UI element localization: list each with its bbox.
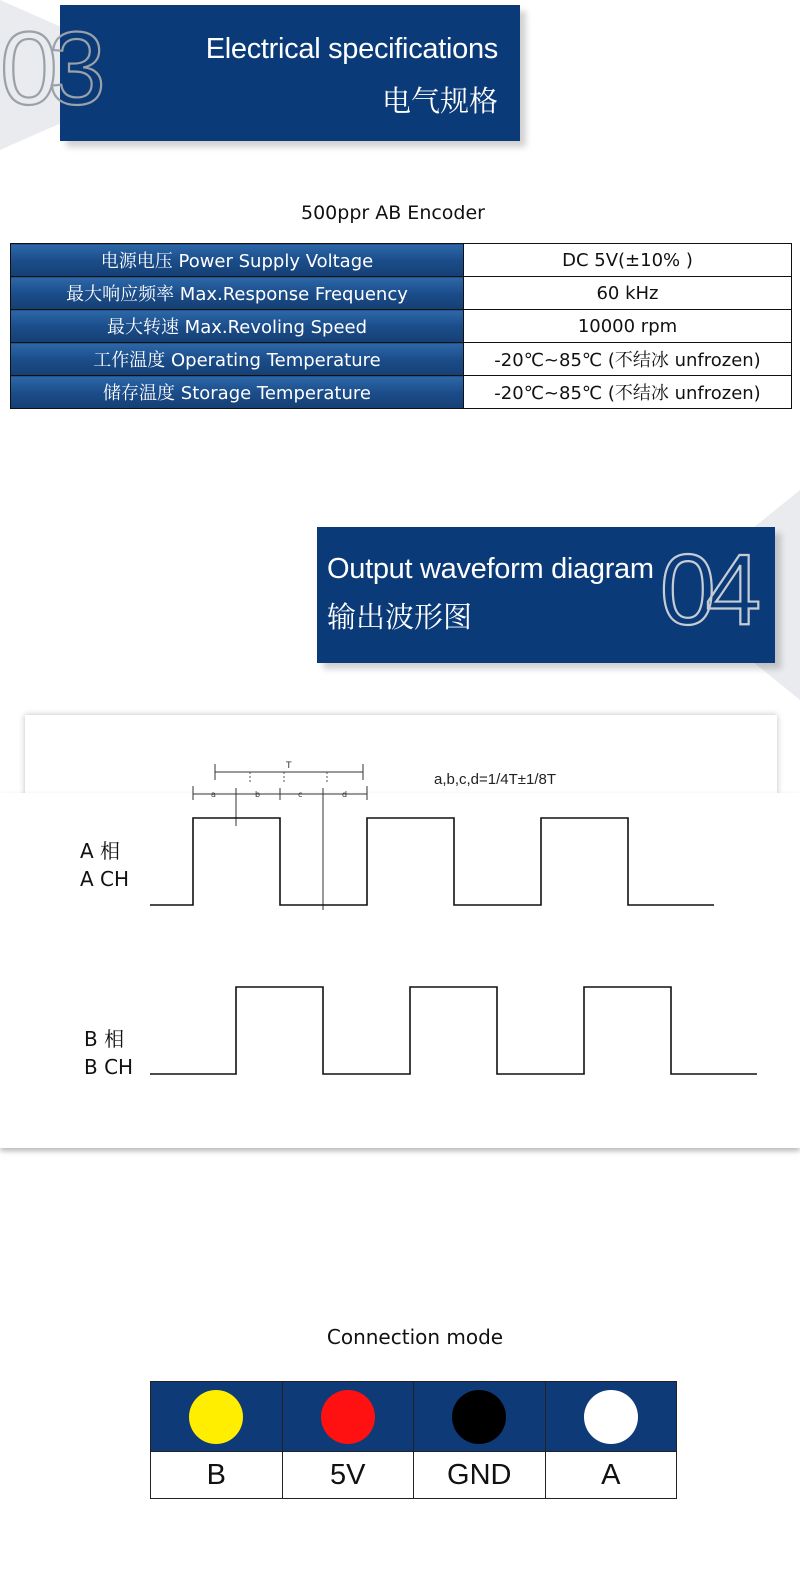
spec-value: -20℃~85℃ (不结冰 unfrozen) [464, 343, 792, 376]
wire-a-color-dot [584, 1390, 638, 1444]
spec-value: -20℃~85℃ (不结冰 unfrozen) [464, 376, 792, 409]
connection-table [150, 1381, 677, 1499]
wire-5v-color-cell [282, 1382, 414, 1452]
spec-row [11, 244, 792, 277]
period-label: T [286, 761, 292, 771]
segment-label-b: b [255, 790, 261, 799]
channel-b-label-en: B CH [84, 1055, 134, 1079]
wire-gnd-label: GND [414, 1452, 546, 1499]
spec-label: 最大响应频率 Max.Response Frequency [11, 277, 464, 310]
section-04-title-en: Output waveform diagram [327, 553, 654, 585]
spec-table [10, 243, 792, 409]
spec-label: 工作温度 Operating Temperature [11, 343, 464, 376]
section-04-title-cn: 输出波形图 [327, 600, 473, 634]
spec-table-caption: 500ppr AB Encoder [301, 202, 485, 224]
spec-value: DC 5V(±10% ) [464, 244, 792, 277]
channel-a-waveform [150, 818, 714, 905]
spec-label: 最大转速 Max.Revoling Speed [11, 310, 464, 343]
segment-label-d: d [342, 790, 348, 799]
channel-b-label-cn: B 相 [84, 1027, 125, 1051]
wire-gnd-color-dot [452, 1390, 506, 1444]
spec-row [11, 343, 792, 376]
spec-label: 储存温度 Storage Temperature [11, 376, 464, 409]
spec-value: 10000 rpm [464, 310, 792, 343]
wire-gnd-color-cell [414, 1382, 546, 1452]
wire-b-color-cell [151, 1382, 283, 1452]
section-03-banner [60, 5, 520, 141]
wire-b-color-dot [189, 1390, 243, 1444]
wire-5v-color-dot [321, 1390, 375, 1444]
svg-text:04: 04 [660, 540, 752, 640]
wire-a-label: A [545, 1452, 677, 1499]
spec-label: 电源电压 Power Supply Voltage [11, 244, 464, 277]
wire-b-label: B [151, 1452, 283, 1499]
section-03-title-en: Electrical specifications [205, 33, 498, 65]
wire-5v-label: 5V [282, 1452, 414, 1499]
connection-caption: Connection mode [326, 1325, 504, 1349]
channel-b-waveform [150, 987, 757, 1074]
channel-a-label-en: A CH [80, 867, 130, 891]
spec-value: 60 kHz [464, 277, 792, 310]
segment-formula: a,b,c,d=1/4T±1/8T [434, 771, 557, 788]
spec-row [11, 376, 792, 409]
segment-label-a: a [211, 790, 216, 799]
spec-row [11, 310, 792, 343]
channel-a-label-cn: A 相 [80, 839, 121, 863]
wire-a-color-cell [545, 1382, 677, 1452]
segment-label-c: c [298, 790, 303, 799]
svg-text:03: 03 [0, 20, 96, 120]
spec-row [11, 277, 792, 310]
waveform-diagram [0, 760, 800, 1100]
section-04-banner [317, 527, 775, 663]
section-03-title-cn: 电气规格 [381, 84, 498, 118]
